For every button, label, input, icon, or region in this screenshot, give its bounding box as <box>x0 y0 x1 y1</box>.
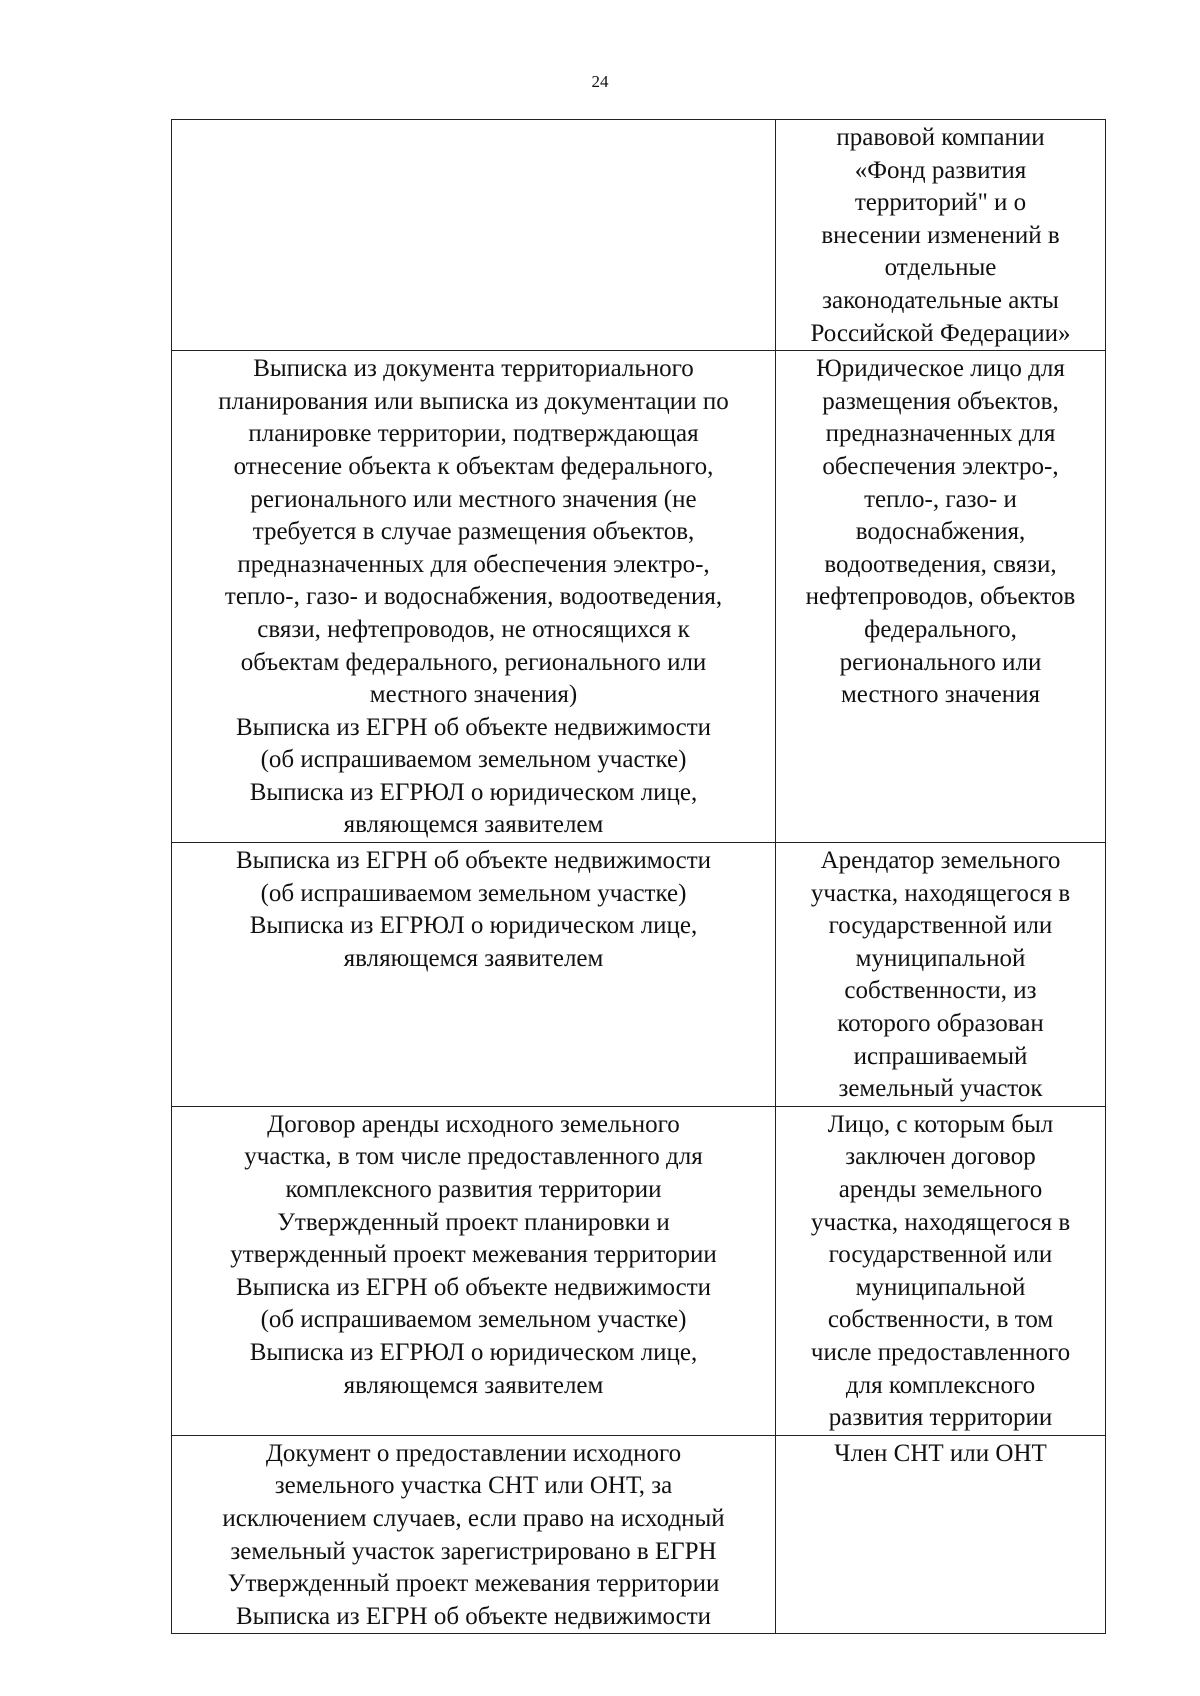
document-text-line: Выписка из ЕГРЮЛ о юридическом лице, <box>249 778 698 806</box>
document-text-line: утвержденный проект межевания территории <box>230 1241 717 1269</box>
applicant-text-line: водоснабжения, <box>855 518 1026 546</box>
applicant-text-line: Член СНТ или ОНТ <box>834 1439 1047 1467</box>
applicant-text-line: Арендатор земельного <box>820 847 1061 875</box>
table-row <box>172 843 1106 1107</box>
document-text-line: Выписка из ЕГРН об объекте недвижимости <box>235 1602 712 1630</box>
applicant-text-line: для комплексного <box>845 1371 1036 1399</box>
document-text-line: связи, нефтепроводов, не относящихся к <box>257 615 690 643</box>
document-text-line: комплексного развития территории <box>285 1176 662 1203</box>
applicant-cell <box>776 1435 1106 1634</box>
applicant-cell <box>776 1106 1106 1435</box>
document-text-line: планировке территории, подтверждающая <box>248 420 699 448</box>
table-row <box>172 120 1106 351</box>
document-text-line: местного значения) <box>369 681 578 709</box>
applicant-cell <box>776 351 1106 843</box>
applicant-text-line: тепло-, газо- и <box>864 485 1017 513</box>
table-row <box>172 1435 1106 1634</box>
applicant-text-line: государственной или <box>828 1241 1053 1269</box>
applicant-text-line: участка, находящегося в <box>810 879 1071 907</box>
applicant-text-line: предназначенных для <box>825 420 1056 448</box>
document-text-line: являющемся заявителем <box>343 1371 604 1399</box>
document-text-line: являющемся заявителем <box>343 944 604 972</box>
document-text-line: (об испрашиваемом земельном участке) <box>260 746 687 774</box>
applicant-text-line: аренды земельного <box>838 1176 1043 1203</box>
documents-cell <box>172 843 776 1107</box>
applicant-text-line: нефтепроводов, объектов <box>805 583 1076 611</box>
applicant-text-line: развития территории <box>828 1404 1053 1432</box>
document-text-line: Выписка из ЕГРЮЛ о юридическом лице, <box>249 912 698 940</box>
applicant-text-line: обеспечения электро-, <box>822 452 1059 480</box>
document-text-line: Выписка из ЕГРН об объекте недвижимости <box>235 713 712 741</box>
documents-cell <box>172 1435 776 1634</box>
document-text-line: Утвержденный проект планировки и <box>277 1208 670 1236</box>
applicant-text-line: собственности, в том <box>827 1306 1054 1334</box>
document-text-line: исключением случаев, если право на исходный <box>222 1505 725 1532</box>
applicant-text-line: регионального или <box>839 648 1042 676</box>
applicant-cell <box>776 120 1106 351</box>
applicant-text-line: участка, находящегося в <box>810 1208 1071 1236</box>
documents-table <box>171 119 1106 1634</box>
applicant-text-line: числе предоставленного <box>810 1338 1071 1366</box>
applicant-text-line: размещения объектов, <box>822 387 1059 415</box>
applicant-text-line: земельный участок <box>838 1075 1043 1103</box>
document-text-line: Документ о предоставлении исходного <box>265 1439 682 1467</box>
document-text-line: Договор аренды исходного земельного <box>267 1110 680 1138</box>
document-text-line: планирования или выписка из документации по <box>218 387 729 415</box>
applicant-text-line: Юридическое лицо для <box>816 355 1065 383</box>
document-text-line: участка, в том числе предоставленного для <box>244 1143 703 1171</box>
applicant-text-line: Российской Федерации» <box>810 319 1071 347</box>
applicant-text-line: внесении изменений в <box>821 221 1060 249</box>
applicant-text-line: правовой компании <box>836 124 1045 151</box>
applicant-text-line: государственной или <box>828 912 1053 940</box>
document-text-line: являющемся заявителем <box>343 811 604 839</box>
applicant-text-line: водоотведения, связи, <box>824 550 1057 578</box>
table-row <box>172 1106 1106 1435</box>
table-row <box>172 351 1106 843</box>
applicant-text-line: отдельные <box>884 254 997 282</box>
applicant-text-line: Лицо, с которым был <box>827 1110 1054 1138</box>
document-text-line: предназначенных для обеспечения электро-, <box>237 550 710 578</box>
applicant-text-line: муниципальной <box>855 1273 1026 1301</box>
applicant-text-line: которого образован <box>837 1010 1044 1038</box>
applicant-text-line: муниципальной <box>855 944 1026 972</box>
document-text-line: Выписка из ЕГРН об объекте недвижимости <box>235 847 712 875</box>
document-text-line: (об испрашиваемом земельном участке) <box>260 879 687 907</box>
document-text-line: тепло-, газо- и водоснабжения, водоотведения, <box>224 583 723 611</box>
applicant-cell <box>776 843 1106 1107</box>
applicant-text-line: территорий" и о <box>854 189 1027 217</box>
applicant-text-line: «Фонд развития <box>854 156 1027 184</box>
document-text-line: регионального или местного значения (не <box>250 485 697 513</box>
applicant-text-line: собственности, из <box>844 977 1037 1005</box>
document-text-line: отнесение объекта к объектам федерального, <box>233 452 714 480</box>
applicant-text-line: местного значения <box>840 681 1041 709</box>
documents-cell <box>172 1106 776 1435</box>
applicant-text-line: испрашиваемый <box>853 1042 1028 1070</box>
document-text-line: Утвержденный проект межевания территории <box>227 1570 720 1598</box>
documents-cell <box>172 120 776 351</box>
document-text-line: Выписка из документа территориального <box>253 355 694 383</box>
applicant-text-line: федерального, <box>864 615 1017 643</box>
document-text-line: земельного участка СНТ или ОНТ, за <box>274 1472 673 1500</box>
documents-cell <box>172 351 776 843</box>
applicant-text-line: законодательные акты <box>822 286 1059 314</box>
document-text-line: (об испрашиваемом земельном участке) <box>260 1306 687 1334</box>
document-text-line: Выписка из ЕГРЮЛ о юридическом лице, <box>249 1338 698 1366</box>
document-text-line: объектам федерального, регионального или <box>240 648 707 676</box>
document-text-line: требуется в случае размещения объектов, <box>252 518 695 546</box>
page-number: 24 <box>591 72 609 91</box>
document-text-line: земельный участок зарегистрировано в ЕГРН <box>230 1537 717 1565</box>
applicant-text-line: заключен договор <box>845 1143 1036 1171</box>
document-text-line: Выписка из ЕГРН об объекте недвижимости <box>235 1273 712 1301</box>
